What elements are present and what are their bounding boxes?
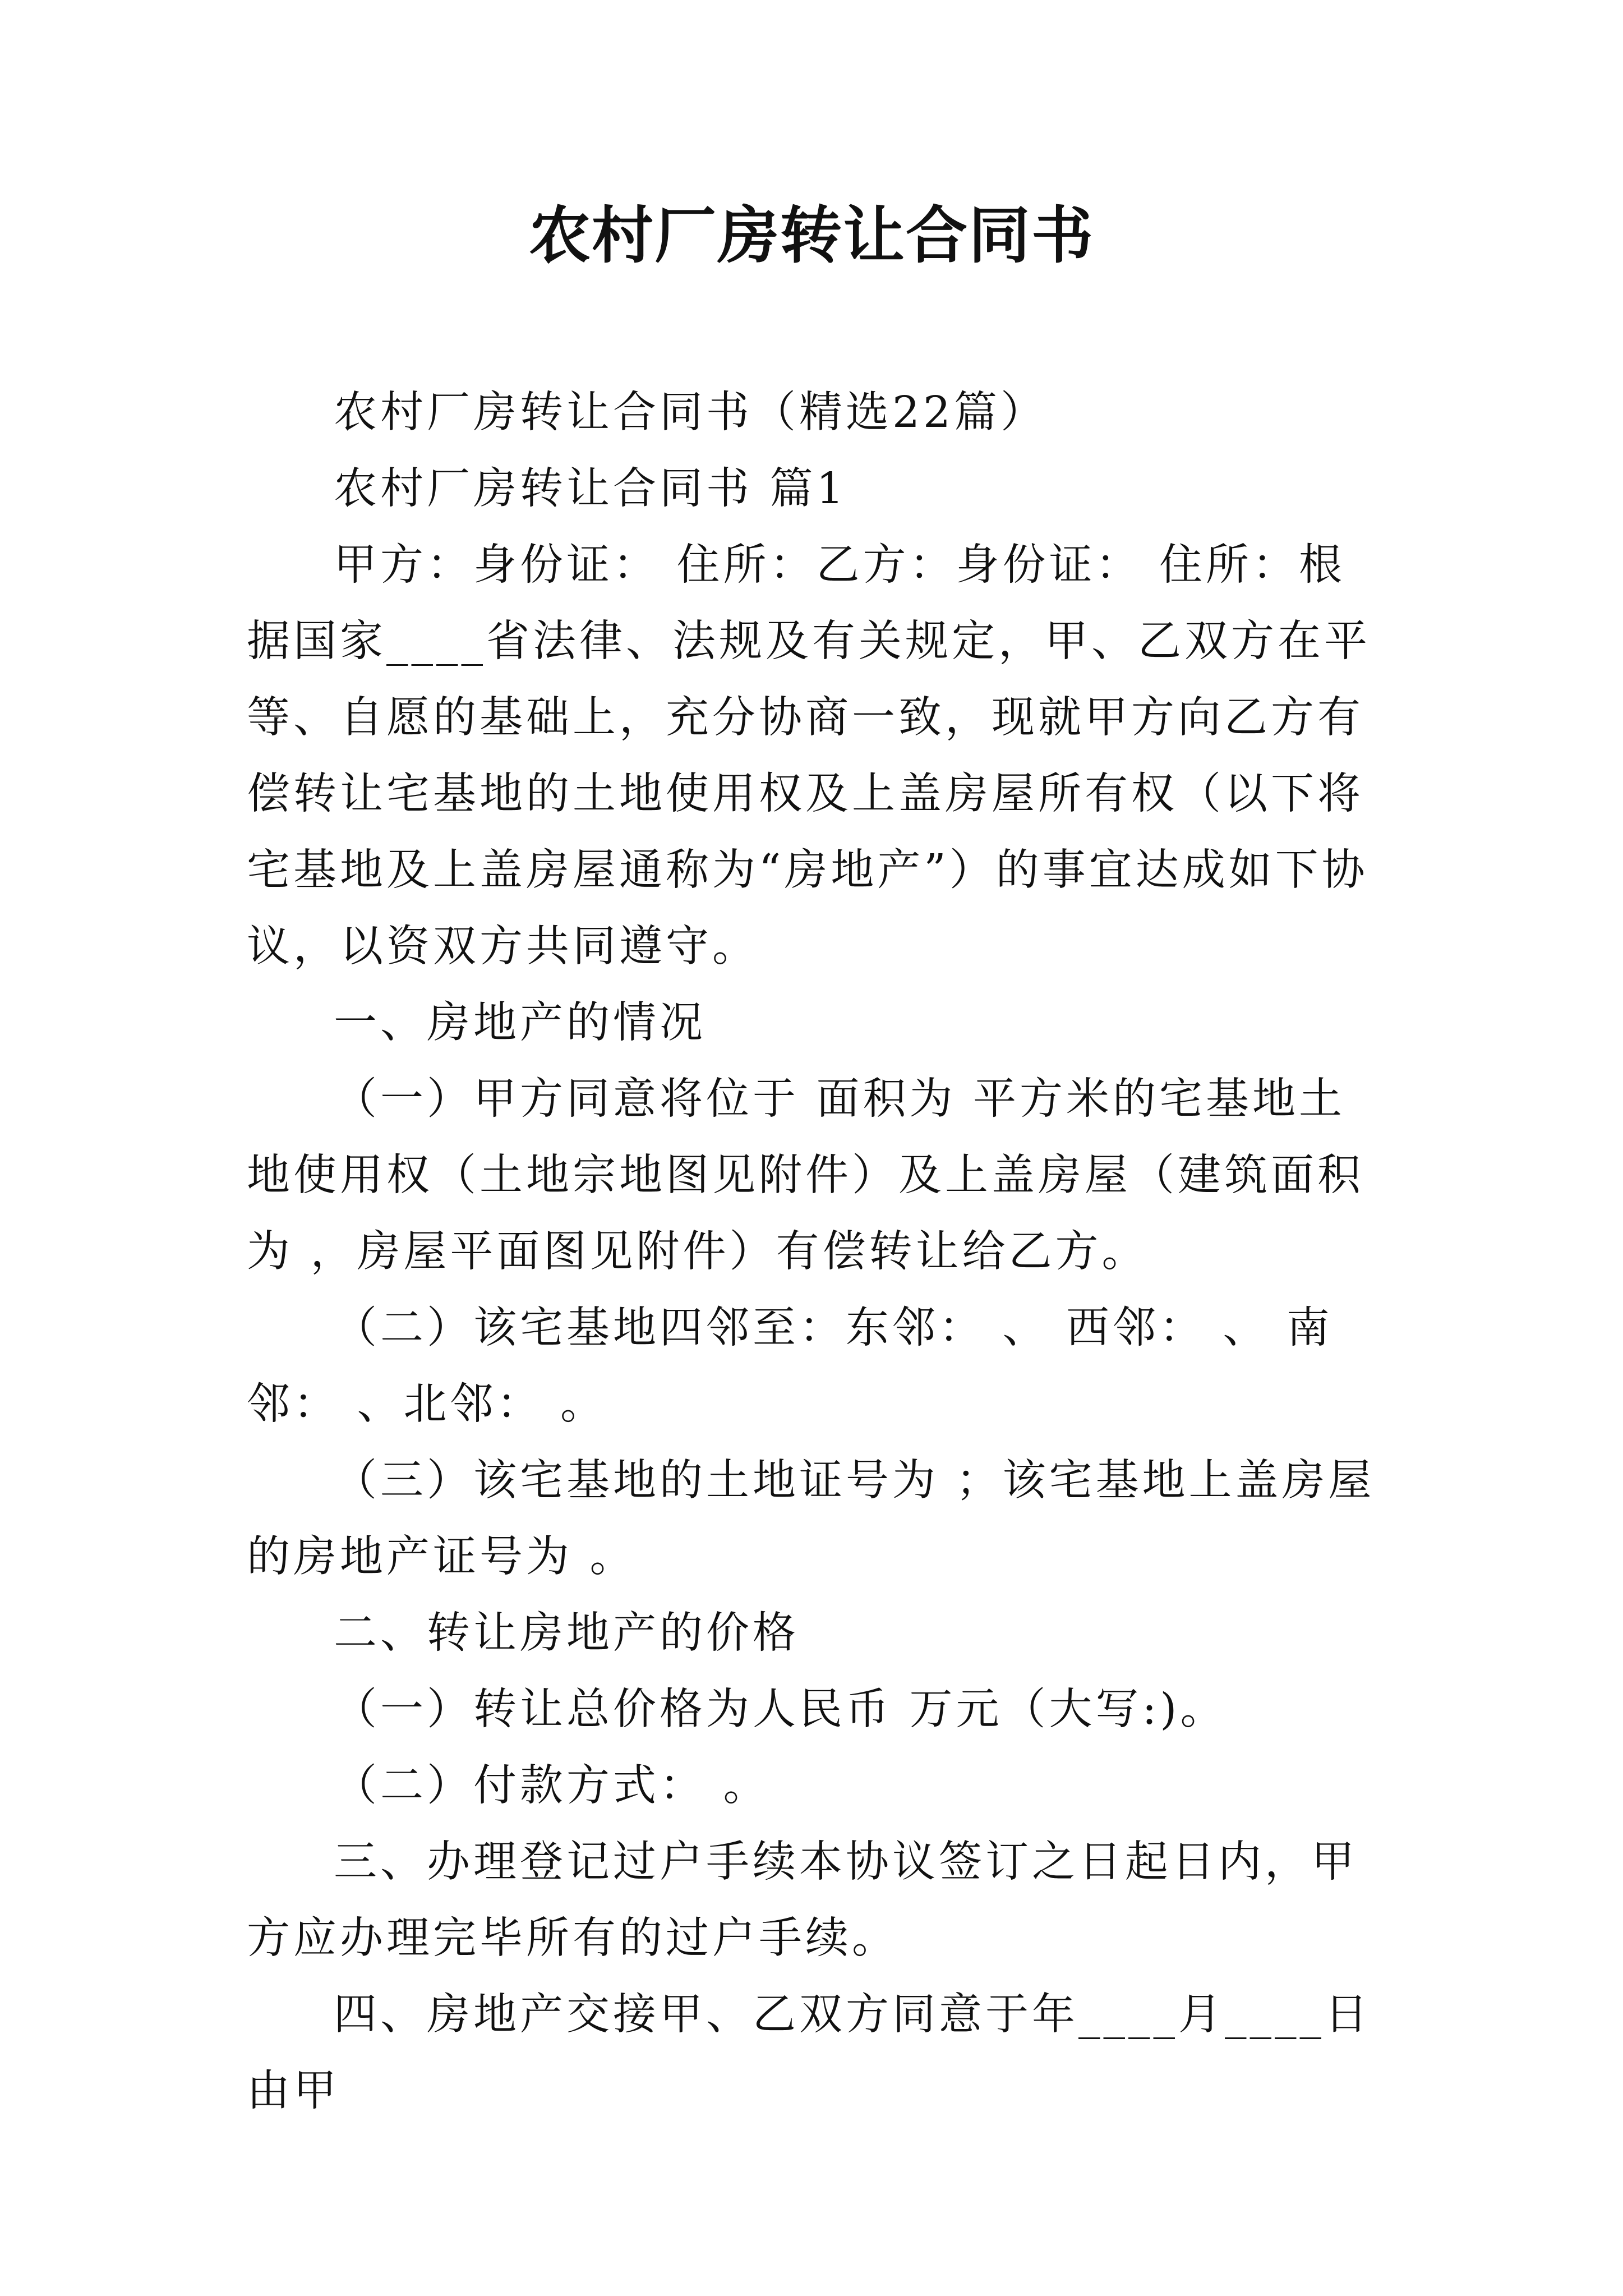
paragraph-section-heading: 农村厂房转让合同书 篇1 — [334, 464, 847, 514]
paragraph-clause-1-2: （二）该宅基地四邻至：东邻： 、 西邻： 、 南邻： 、北邻： 。 — [247, 1303, 1333, 1429]
paragraph-clause-3: 三、办理登记过户手续本协议签订之日起日内，甲方应办理完毕所有的过户手续。 — [247, 1837, 1358, 1963]
paragraph-parties: 甲方：身份证： 住所：乙方：身份证： 住所：根据国家____省法律、法规及有关规定，甲、乙双方在平等、自愿的基础上，充分协商一致，现就甲方向乙方有偿转让宅基地的土地使用权及上盖房屋所有权（以下将宅基地及上盖房屋通称为“房地产”）的事宜达成如下协议，以资双方共同遵守。 — [247, 540, 1371, 972]
paragraph-clause-1-1: （一）甲方同意将位于 面积为 平方米的宅基地土地使用权（土地宗地图见附件）及上盖房屋（建筑面积为 ，房屋平面图见附件）有偿转让给乙方。 — [247, 1074, 1364, 1277]
document-body — [247, 375, 1385, 2129]
paragraph-subtitle: 农村厂房转让合同书（精选22篇） — [334, 388, 1047, 438]
paragraph-clause-2-2: （二）付款方式： 。 — [334, 1761, 770, 1811]
document-title: 农村厂房转让合同书 — [529, 199, 1094, 272]
paragraph-clause-1-3: （三）该宅基地的土地证号为 ；该宅基地上盖房屋的房地产证号为 。 — [247, 1456, 1375, 1582]
paragraph-clause-4: 四、房地产交接甲、乙双方同意于年____月____日由甲 — [247, 1990, 1371, 2116]
paragraph-clause-1: 一、房地产的情况 — [334, 998, 706, 1048]
paragraph-clause-2: 二、转让房地产的价格 — [334, 1608, 799, 1658]
paragraph-clause-2-1: （一）转让总价格为人民币 万元（大写:)。 — [334, 1685, 1227, 1734]
